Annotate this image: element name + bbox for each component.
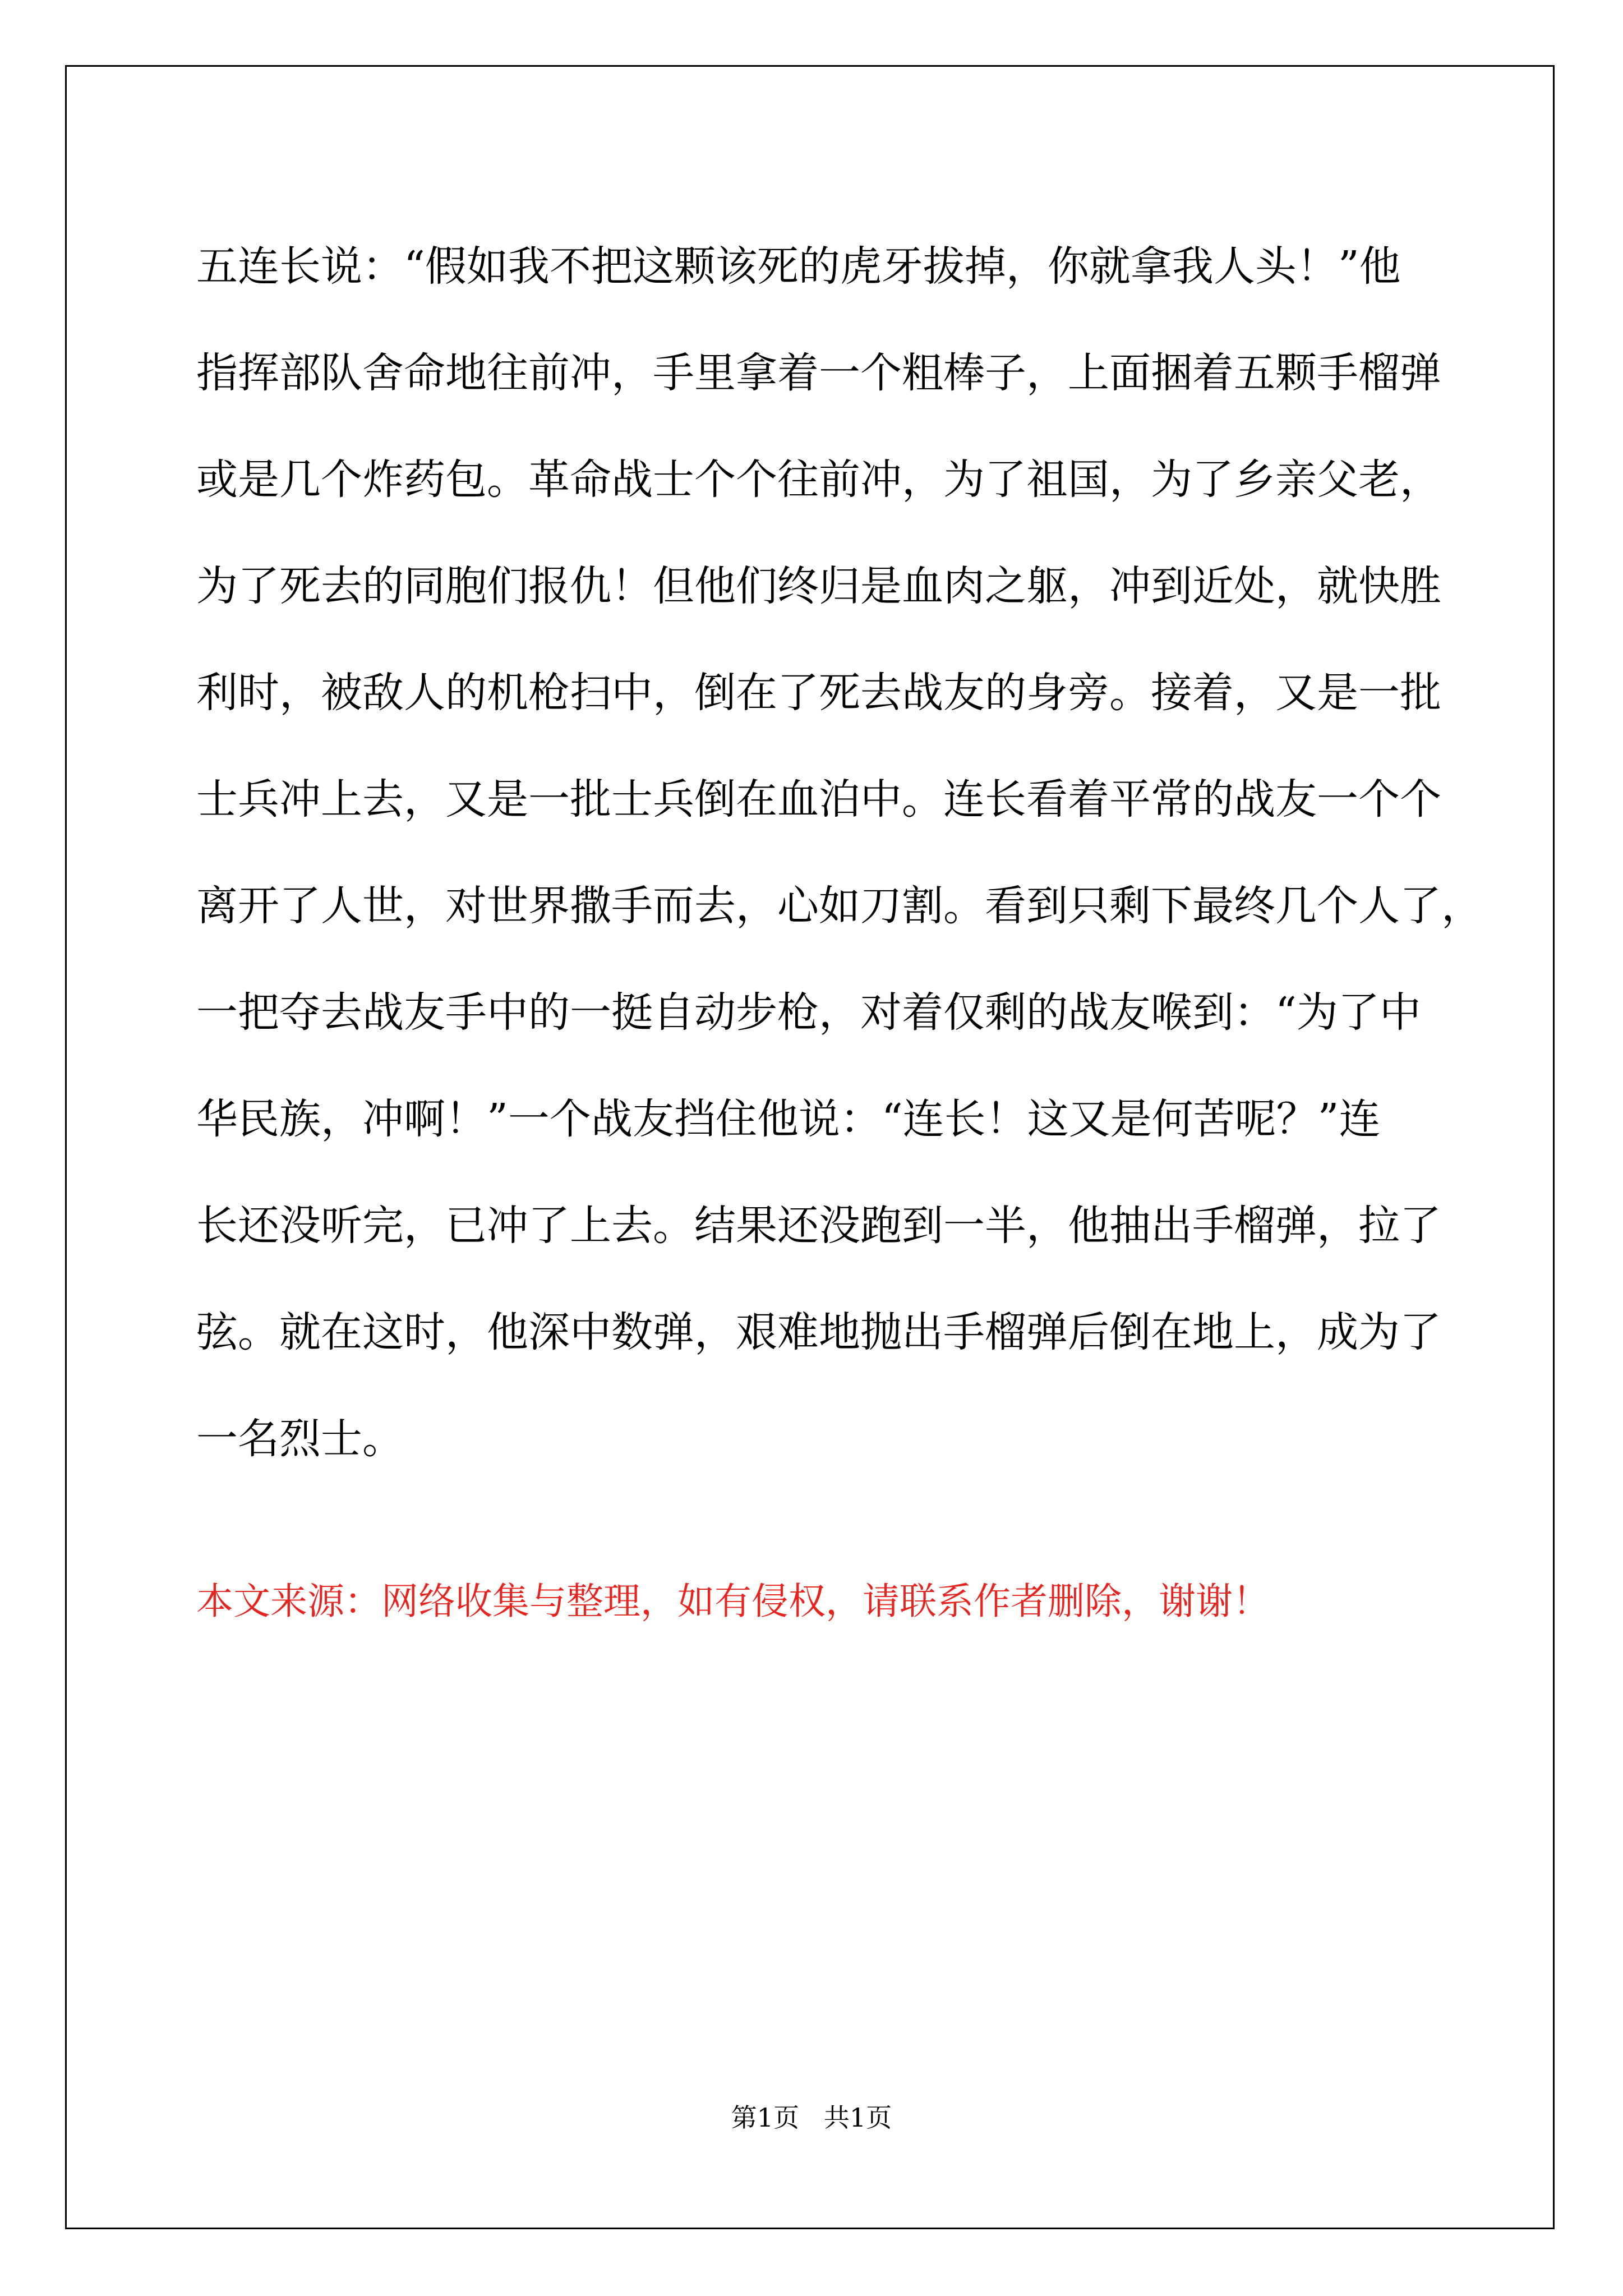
text-line: 华民族，冲啊！”一个战友挡住他说：“连长！这又是何苦呢？”连 bbox=[196, 1095, 1381, 1143]
text-line: 离开了人世，对世界撒手而去，心如刀割。看到只剩下最终几个人了， bbox=[196, 882, 1483, 930]
text-line: 长还没听完，已冲了上去。结果还没跑到一半，他抽出手榴弹，拉了 bbox=[196, 1202, 1441, 1250]
text-line: 一名烈士。 bbox=[196, 1415, 404, 1463]
text-line: 为了死去的同胞们报仇！但他们终归是血肉之躯，冲到近处，就快胜 bbox=[196, 562, 1441, 610]
text-line: 士兵冲上去，又是一批士兵倒在血泊中。连长看着平常的战友一个个 bbox=[196, 775, 1441, 823]
text-line: 指挥部队舍命地往前冲，手里拿着一个粗棒子，上面捆着五颗手榴弹 bbox=[196, 349, 1441, 397]
text-line: 五连长说：“假如我不把这颗该死的虎牙拔掉，你就拿我人头！”他 bbox=[196, 242, 1401, 291]
text-line: 利时，被敌人的机枪扫中，倒在了死去战友的身旁。接着，又是一批 bbox=[196, 669, 1441, 717]
text-line: 弦。就在这时，他深中数弹，艰难地抛出手榴弹后倒在地上，成为了 bbox=[196, 1308, 1441, 1356]
source-note: 本文来源：网络收集与整理，如有侵权，请联系作者删除，谢谢！ bbox=[196, 1580, 1270, 1623]
page-footer: 第1页 共1页 bbox=[731, 2102, 892, 2133]
article-body bbox=[196, 213, 1483, 1492]
text-line: 或是几个炸药包。革命战士个个往前冲，为了祖国，为了乡亲父老， bbox=[196, 455, 1441, 504]
text-line: 一把夺去战友手中的一挺自动步枪，对着仅剩的战友喉到：“为了中 bbox=[196, 988, 1421, 1037]
